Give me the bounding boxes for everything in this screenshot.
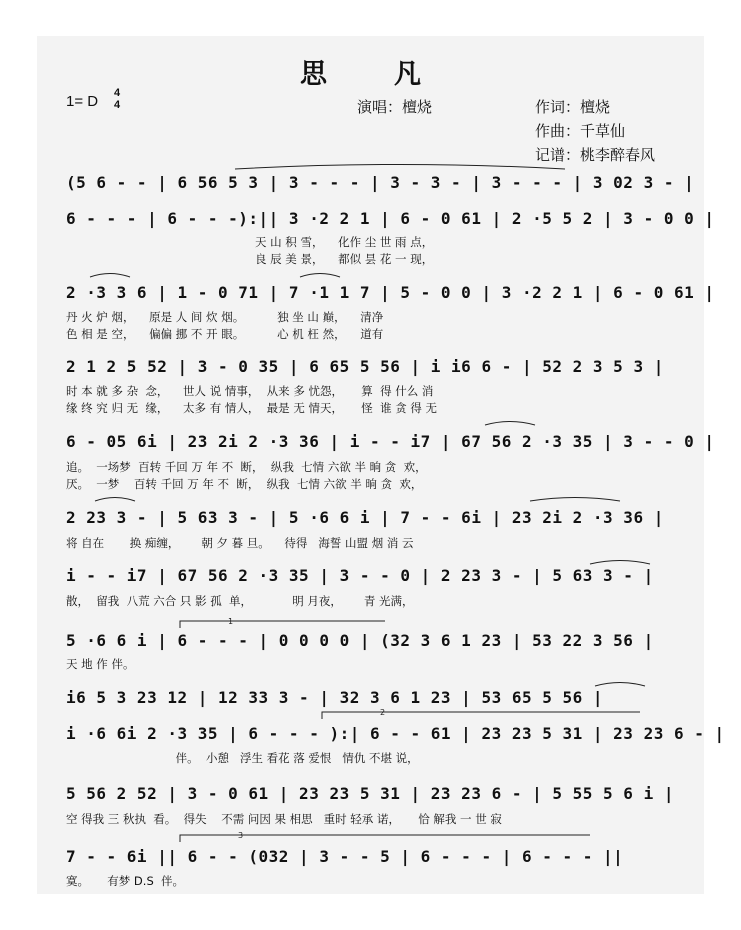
notation-line: 5 ·6 6 i | 6 - - - | 0 0 0 0 | (32 3 6 1 23 | 53 22 3 56 | [66, 631, 654, 650]
notation-line: 7 - - 6i || 6 - - (032 | 3 - - 5 | 6 - - - | 6 - - - || [66, 847, 624, 866]
time-denominator: 4 [114, 99, 121, 111]
lyric-line: 天 地 作 伴。 [66, 657, 135, 671]
key-signature: 1= D [66, 93, 99, 110]
time-numerator: 4 [114, 87, 121, 99]
lyric-line: 散， 留我 八荒 六合 只 影 孤 单， 明 月夜， 青 光满， [66, 594, 414, 608]
volta-bracket-2 [322, 712, 640, 719]
tie-slur [530, 498, 620, 502]
lyric-line: 时 本 就 多 杂 念， 世人 说 情事， 从来 多 忧怨， 算 得 什么 消 [66, 384, 434, 398]
lyric-line: 色 相 是 空， 偏偏 挪 不 开 眼。 心 机 枉 然， 道有 [66, 327, 384, 341]
tie-slur [90, 274, 130, 278]
tie-slur [300, 274, 340, 278]
volta-number: 1 [228, 617, 234, 626]
lyric-line: 厌。 一梦 百转 千回 万 年 不 断， 纵我 七情 六欲 半 晌 贪 欢， [66, 477, 423, 491]
lyric-line: 追。 一场梦 百转 千回 万 年 不 断， 纵我 七情 六欲 半 晌 贪 欢， [66, 460, 427, 474]
composer-credit: 作曲：千草仙 [535, 122, 626, 140]
lyric-line: 缘 终 究 归 无 缘， 太多 有 情人， 最是 无 情天， 怪 谁 贪 得 无 [66, 401, 438, 415]
lyric-line: 良 辰 美 景， 都似 昙 花 一 现， [255, 252, 434, 266]
volta-number: 2 [380, 708, 386, 717]
tie-slur [235, 165, 565, 170]
tie-slur [590, 561, 650, 565]
lyric-line: 寞。 有梦 D.S 伴。 [66, 874, 185, 888]
volta-bracket-1 [180, 621, 385, 628]
lyric-line: 空 得我 三 秋执 看。 得失 不需 问因 果 相思 重时 轻承 诺， 恰 解我 一 世 寂 [66, 812, 502, 826]
notation-line: 5 56 2 52 | 3 - 0 61 | 23 23 5 31 | 23 23 6 - | 5 55 5 6 i | [66, 784, 674, 803]
tie-slur [485, 422, 535, 426]
notation-line: 2 23 3 - | 5 63 3 - | 5 ·6 6 i | 7 - - 6i | 23 2i 2 ·3 36 | [66, 508, 664, 527]
notation-line: i ·6 6i 2 ·3 35 | 6 - - - ):| 6 - - 61 | 23 23 5 31 | 23 23 6 - | [66, 724, 725, 743]
song-title: 思 凡 [300, 59, 441, 90]
notation-line: i6 5 3 23 12 | 12 33 3 - | 32 3 6 1 23 | 53 65 5 56 | [66, 688, 604, 707]
singer-credit: 演唱：檀烧 [357, 98, 433, 116]
tie-slur [95, 498, 135, 502]
notation-line: 6 - 05 6i | 23 2i 2 ·3 36 | i - - i7 | 67 56 2 ·3 35 | 3 - - 0 | [66, 432, 715, 451]
notation-line: 2 1 2 5 52 | 3 - 0 35 | 6 65 5 56 | i i6 6 - | 52 2 3 5 3 | [66, 357, 664, 376]
lyric-line: 天 山 积 雪， 化作 尘 世 雨 点， [255, 235, 434, 249]
volta-number: 3 [238, 831, 244, 840]
notation-line: (5 6 - - | 6 56 5 3 | 3 - - - | 3 - 3 - | 3 - - - | 3 02 3 - | [66, 173, 695, 192]
notation-line: 2 ·3 3 6 | 1 - 0 71 | 7 ·1 1 7 | 5 - 0 0 | 3 ·2 2 1 | 6 - 0 61 | [66, 283, 715, 302]
tie-slur [595, 683, 645, 687]
notation-line: i - - i7 | 67 56 2 ·3 35 | 3 - - 0 | 2 23 3 - | 5 63 3 - | [66, 566, 654, 585]
transcriber-credit: 记谱：桃李醉春风 [535, 146, 656, 164]
lyric-line: 将 自在 换 痴缠， 朝 夕 暮 旦。 待得 海誓 山盟 烟 消 云 [66, 536, 414, 550]
lyric-line: 丹 火 炉 烟， 原是 人 间 炊 烟。 独 坐 山 巅， 清净 [66, 310, 384, 324]
lyricist-credit: 作词：檀烧 [535, 98, 611, 116]
notation-line: 6 - - - | 6 - - -):|| 3 ·2 2 1 | 6 - 0 61 | 2 ·5 5 2 | 3 - 0 0 | [66, 209, 715, 228]
lyric-line: 伴。 小憩 浮生 看花 落 爱恨 情仇 不堪 说， [66, 751, 419, 765]
